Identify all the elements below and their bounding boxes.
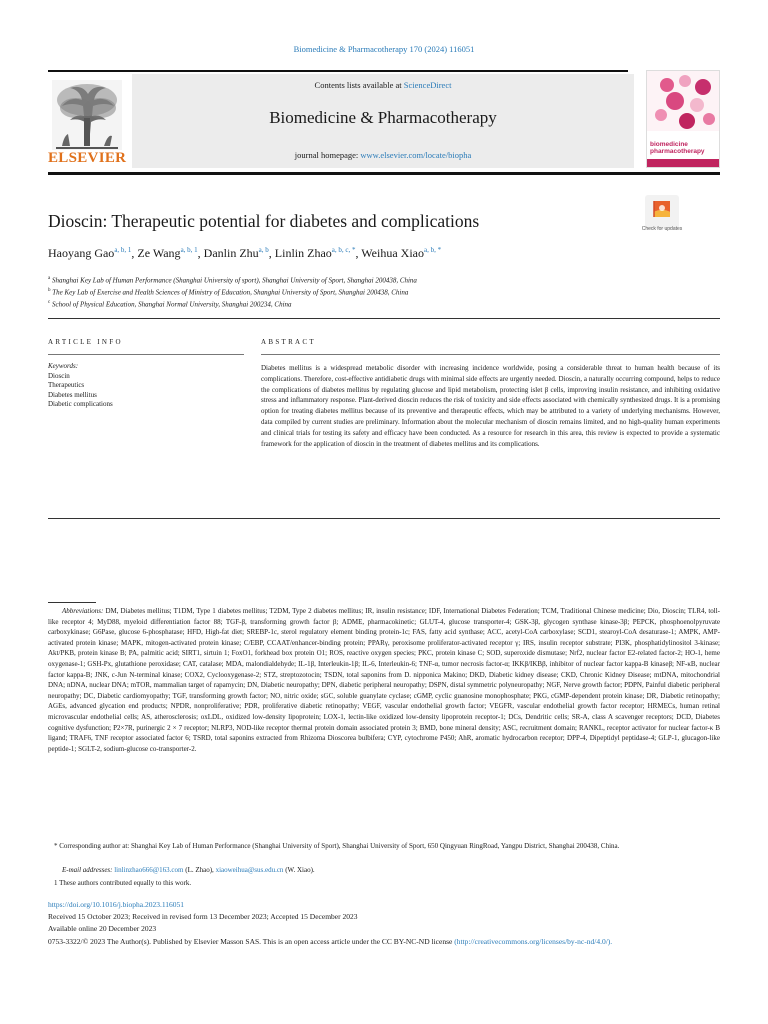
cover-title: biomedicine pharmacotherapy bbox=[650, 141, 705, 155]
abstract-body: Diabetes mellitus is a widespread metabolic disorder with increasing incidence worldwide, posing a considerable threat to human health because of its complications. Therefore, cost-effective antidiabetic drugs with minimal side effects are urgently needed. Dioscin, a naturally occurring compound, helps to reduce the complications of diabetes mellitus by regulating glucose and lipid metabolism, protecting islet β cells, improving insulin resistance, and inhibiting oxidative stress and inflammatory response. Plant-derived dioscin reduces the risk of toxicity and side effects associated with chemically synthesized drugs. It is a promising option for treating diabetes mellitus because of its preventive and therapeutic effects, which may be attributed to a variety of underlying mechanisms. However, data compiled by current studies are preliminary. Information about the molecular mechanism of dioscin remains limited, and no high-quality human experiments and clinical trials for testing its safety and efficacy have been conducted. As a resource for research in this area, this review is expected to provide a systematic framework for the application of dioscin in the treatment of diabetes mellitus and its complications. bbox=[261, 364, 720, 448]
affiliation-mark: c bbox=[48, 299, 51, 305]
header-bottom-rule bbox=[48, 172, 720, 175]
license-note bbox=[48, 936, 720, 947]
check-for-updates-icon[interactable] bbox=[645, 195, 679, 229]
author-affiliation-marks[interactable]: a, b, 1 bbox=[114, 246, 132, 254]
author-affiliation-marks[interactable]: a, b, c, * bbox=[331, 246, 356, 254]
affiliation-text: School of Physical Education, Shanghai Normal University, Shanghai 200234, China bbox=[51, 299, 292, 308]
footnote-rule bbox=[48, 602, 96, 603]
header-top-rule bbox=[48, 70, 628, 72]
author-affiliation-marks[interactable]: a, b bbox=[258, 246, 269, 254]
license-link[interactable]: (http://creativecommons.org/licenses/by-nc-nd/4.0/). bbox=[454, 937, 613, 946]
section-divider bbox=[48, 518, 720, 519]
article-info-heading: ARTICLE INFO bbox=[48, 338, 123, 346]
affiliation-mark: a bbox=[48, 276, 51, 281]
author-name[interactable]: Haoyang Gao bbox=[48, 246, 115, 260]
publisher-wordmark: ELSEVIER bbox=[48, 150, 127, 166]
license-text: 0753-3322/© 2023 The Author(s). Published by Elsevier Masson SAS. This is an open access article under the CC BY-NC-ND license bbox=[48, 937, 453, 946]
doi-line bbox=[48, 900, 184, 909]
author-name[interactable]: Weihua Xiao bbox=[361, 246, 424, 260]
emails-label: E-mail addresses: bbox=[62, 866, 113, 874]
journal-citation[interactable] bbox=[0, 44, 768, 54]
email-owner: (W. Xiao). bbox=[283, 866, 315, 874]
author-affiliation-marks[interactable]: a, b, * bbox=[423, 246, 442, 254]
email-owner: (L. Zhao), bbox=[183, 866, 216, 874]
sciencedirect-link[interactable]: ScienceDirect bbox=[403, 80, 452, 90]
journal-masthead bbox=[132, 74, 634, 168]
keywords-block bbox=[48, 362, 113, 410]
corresponding-author-note: * Corresponding author at: Shanghai Key Lab of Human Performance (Shanghai University of Sport), Shanghai University of Sport, 650 Qingyuan RingRoad, Yangpu District, Shanghai 200438, China. bbox=[54, 842, 620, 850]
email-link-zhao[interactable]: linlinzhao666@163.com bbox=[114, 866, 184, 874]
journal-name[interactable]: Biomedicine & Pharmacotherapy bbox=[269, 108, 497, 127]
keyword-item: Dioscin bbox=[48, 371, 70, 380]
author-affiliation-marks[interactable]: a, b, 1 bbox=[180, 246, 198, 254]
check-for-updates-label[interactable]: Check for updates bbox=[641, 226, 683, 232]
affiliation-item bbox=[48, 274, 417, 286]
online-date: Available online 20 December 2023 bbox=[48, 924, 157, 933]
doi-link[interactable]: https://doi.org/10.1016/j.biopha.2023.116051 bbox=[48, 900, 185, 909]
received-dates: Received 15 October 2023; Received in revised form 13 December 2023; Accepted 15 December 2023 bbox=[48, 912, 358, 921]
journal-homepage-link[interactable]: www.elsevier.com/locate/biopha bbox=[360, 150, 472, 160]
affiliation-text: Shanghai Key Lab of Human Performance (Shanghai University of sport), Shanghai University of Sport, Shanghai 200438, China bbox=[51, 276, 417, 285]
keyword-item: Therapeutics bbox=[48, 381, 85, 389]
keyword-item: Diabetic complications bbox=[48, 400, 113, 408]
contents-line bbox=[132, 80, 634, 90]
homepage-line bbox=[132, 150, 634, 160]
citation-link[interactable]: Biomedicine & Pharmacotherapy 170 (2024) 116051 bbox=[293, 44, 475, 54]
author-name[interactable]: Linlin Zhao bbox=[274, 246, 332, 260]
journal-cover-image[interactable] bbox=[646, 70, 720, 168]
abbreviations-footnote bbox=[48, 606, 720, 754]
keyword-item: Diabetes mellitus bbox=[48, 390, 97, 399]
section-divider bbox=[48, 318, 720, 319]
equal-contribution-note: 1 These authors contributed equally to this work. bbox=[54, 879, 192, 887]
article-info-rule bbox=[48, 354, 244, 355]
affiliation-text: The Key Lab of Exercise and Health Sciences of Ministry of Education, Shanghai University of Sport, Shanghai 200438, China bbox=[52, 288, 409, 297]
affiliation-item bbox=[48, 286, 417, 298]
email-addresses bbox=[62, 865, 315, 876]
abbreviations-text: DM, Diabetes mellitus; T1DM, Type 1 diabetes mellitus; T2DM, Type 2 diabetes mellitus; IR, insulin resistance; IDF, International Diabetes Federation; TCM, Traditional Chinese medicine; Dio, Dioscin; TLR4, toll-like receptor 4; MyD88, myeloid differentiation factor 88; TGF-β, transforming growth factor β; ADME, pharmacokinetic; GLUT-4, glucose transporter-4; GSK-3β, glycogen synthase kinase-3β; PEPCK, phosphoenolpyruvate carboxykinase; G6Pase, glucose 6-phosphatase; HFD, High-fat diet; SREBP-1c, sterol regulatory element binding protein-1c; FAS, fatty acid synthase; ACC, acetyl-CoA carboxylase; SCD1, stearoyl-CoA desaturase-1; AMPK, AMP-activated protein kinase; MAPK, mitogen-activated protein kinase; C/EBP, CCAAT/enhancer-binding protein; PPARγ, peroxisome proliferator-activated receptor γ; IRS, insulin receptor substrate; PI3K, phosphatidylinositol 3-kinase; Akt/PKB, protein kinase B; PA, palmitic acid; SIRT1, sirtuin 1; FoxO1, forkhead box protein O1; ROS, reactive oxygen species; PKC, protein kinase C; SOD, superoxide dismutase; Nrf2, nuclear factor E2-related factor-2; HO-1, heme oxygenase-1; GSH-Px, glutathione peroxidase; CAT, catalase; MDA, malondialdehyde; IL-1β, Interleukin-1β; IL-6, Interleukin-6; TNF-α, tumor necrosis factor-α; IKKβ/IKBβ, inhibitor of nuclear factor kappa-B kinaseβ; NF-κB, nuclear factor kappa-B; JNK, c-Jun N-terminal kinase; COX2, Cyclooxygenase-2; STZ, streptozotocin; TSDN, total saponins from D. nipponica Makino; DKD, Diabetic kidney disease; CKD, Chronic Kidney Disease; mtDNA, mitochondrial DNA; nDNA, nuclear DNA; mTOR, mammalian target of rapamycin; DN, Diabetic neuropathy; DPN, diabetic peripheral neuropathy; DSPN, distal symmetric polyneuropathy; NGF, Nerve growth factor; PDPN, Painful diabetic peripheral neuropathy; DC, Diabetic cardiomyopathy; TGF, transforming growth factor; NO, nitric oxide; sGC, soluble guanylate cyclase; cGMP, cyclic guanosine monophosphate; PKG, cGMP-dependent protein kinase; DR, Diabetic retinopathy; AGEs, advanced glycation end products; NPDR, nonproliferative; PDR, proliferative diabetic retinopathy; VEGF, vascular endothelial growth factor; VEGFR, vascular endothelial growth factor receptor; HRMECs, human retinal microvascular endothelial cells; AS, atherosclerosis; oxLDL, oxidized low-density lipoprotein; LOX-1, lectin-like oxidized low-density lipoprotein receptor-1; DCs, Dendritic cells; SR-A, class A scavenger receptors; DCD, Diabetes cognitive dysfunction; P2×7R, purinergic 2 × 7 receptor; NLRP3, NOD-like receptor thermal protein domain associated protein 3; BMD, bone mineral density; ASC, recruitment domain; RANKL, receptor activator for nuclear factor-κ B ligand; TRAF6, TNF receptor associated factor 6; TSRD, total saponins extracted from Rhizoma Dioscorea bulbifera; CYP, cytochrome P450; AhR, aromatic hydrocarbon receptor; DPP-4, Dipeptidyl peptidase-4; GLP-1, glucagon-like peptide-1; SGLT-2, sodium-glucose co-transporter-2. bbox=[48, 607, 721, 753]
affiliation-item bbox=[48, 298, 417, 310]
author-name[interactable]: Ze Wang bbox=[137, 246, 181, 260]
contents-prefix: Contents lists available at bbox=[314, 80, 404, 90]
abstract-rule bbox=[261, 354, 720, 355]
author-list: Haoyang Gao$^{a, b, 1}$, Ze Wang$^{a, b, 1}$, Danlin Zhu$^{a, b}$, Linlin Zhao$^{a, b, c, *}$, Weihua Xiao$^{a, b, *}$ bbox=[48, 246, 442, 260]
homepage-prefix: journal homepage: bbox=[294, 150, 361, 160]
author-name[interactable]: Danlin Zhu bbox=[203, 246, 259, 260]
abbreviations-label: Abbreviations: bbox=[62, 607, 104, 615]
keywords-label: Keywords: bbox=[48, 362, 79, 370]
affiliation-mark: b bbox=[48, 287, 51, 293]
email-link-xiao[interactable]: xiaoweihua@sus.edu.cn bbox=[215, 866, 284, 874]
abstract-heading: ABSTRACT bbox=[261, 338, 316, 346]
article-title: Dioscin: Therapeutic potential for diabetes and complications bbox=[48, 211, 480, 231]
affiliation-list bbox=[48, 274, 417, 309]
journal-header bbox=[48, 70, 720, 176]
